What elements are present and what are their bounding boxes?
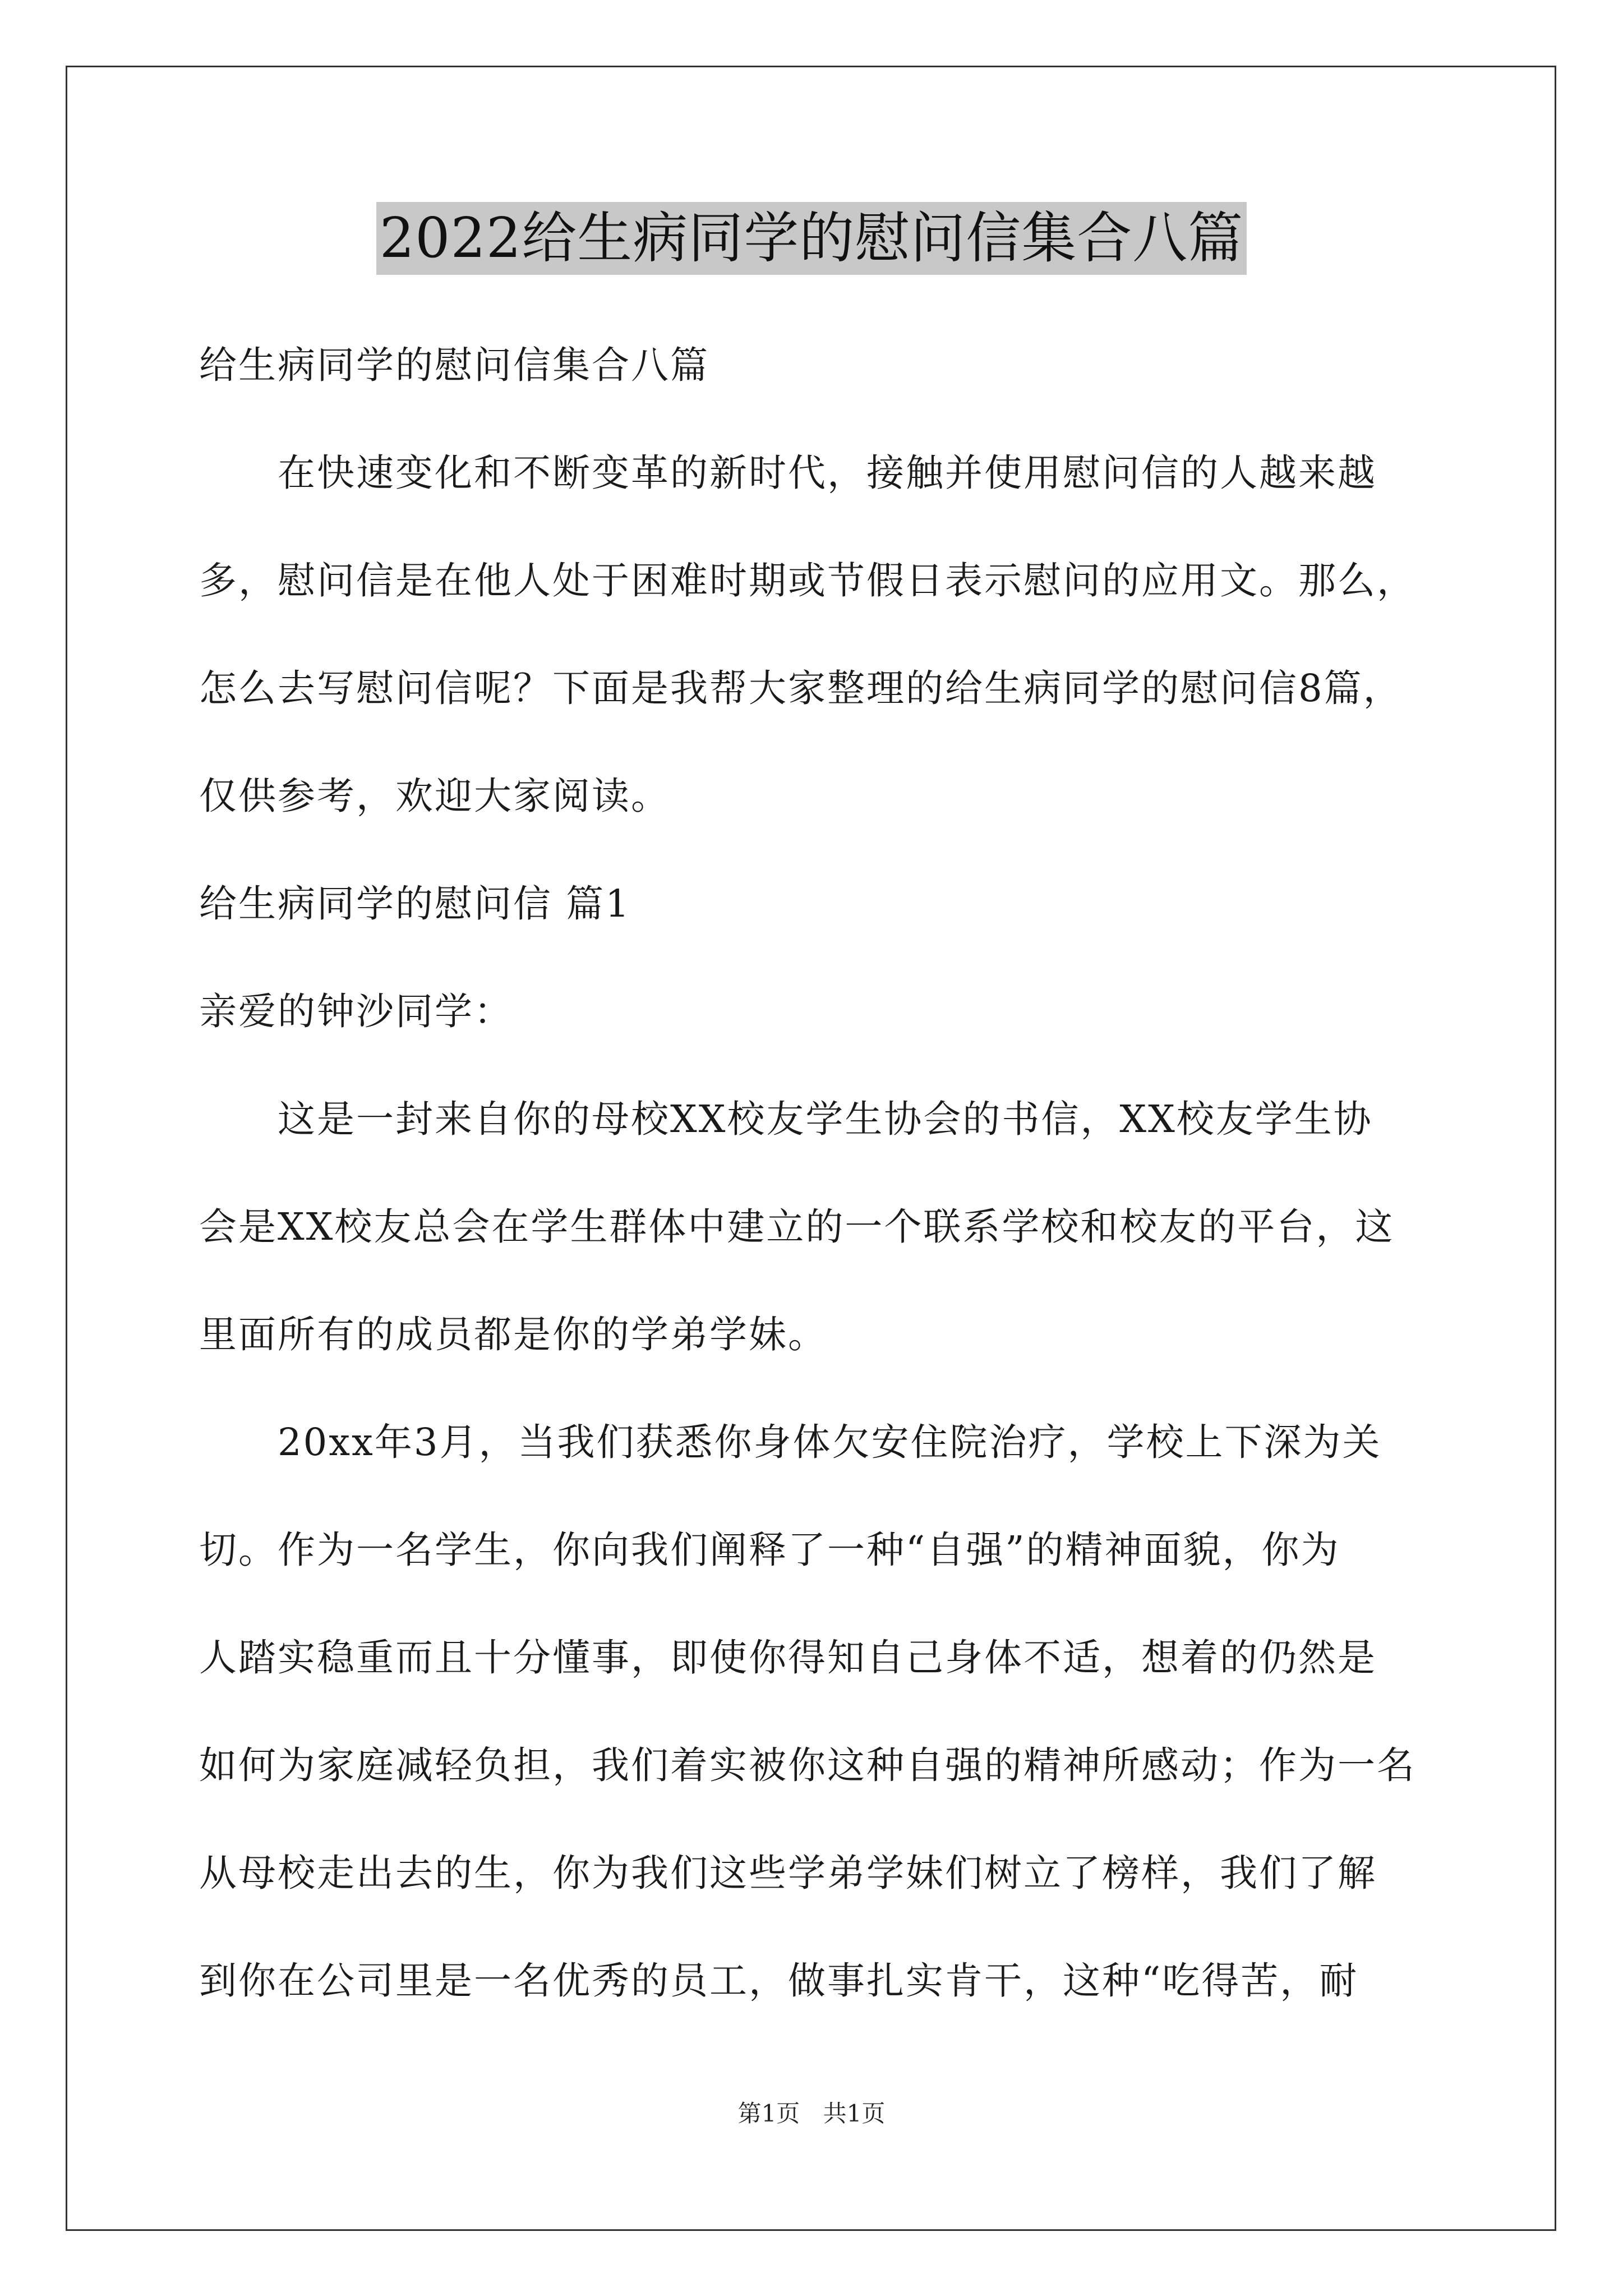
body-line: 这是一封来自你的母校XX校友学生协会的书信，XX校友学生协	[278, 1097, 1373, 1141]
body-line: 里面所有的成员都是你的学弟学妹。	[199, 1313, 827, 1356]
body-line: 仅供参考，欢迎大家阅读。	[199, 774, 670, 818]
body-line: 从母校走出去的生，你为我们这些学弟学妹们树立了榜样，我们了解	[199, 1851, 1377, 1895]
body-line: 到你在公司里是一名优秀的员工，做事扎实肯干，这种“吃得苦，耐	[199, 1959, 1359, 2003]
body-line: 会是XX校友总会在学生群体中建立的一个联系学校和校友的平台，这	[199, 1205, 1395, 1249]
body-line: 多，慰问信是在他人处于困难时期或节假日表示慰问的应用文。那么，	[199, 559, 1416, 602]
page-footer	[0, 2095, 1623, 2129]
document-title: 2022给生病同学的慰问信集合八篇	[376, 202, 1247, 275]
body-line: 切。作为一名学生，你向我们阐释了一种“自强”的精神面貌，你为	[199, 1528, 1340, 1572]
page-number: 第1页	[737, 2100, 800, 2127]
body-line: 在快速变化和不断变革的新时代，接触并使用慰问信的人越来越	[278, 451, 1377, 495]
document-body	[199, 311, 1438, 2035]
body-line: 人踏实稳重而且十分懂事，即使你得知自己身体不适，想着的仍然是	[199, 1636, 1377, 1680]
body-line: 亲爱的钟沙同学：	[199, 990, 513, 1033]
body-line: 给生病同学的慰问信 篇1	[199, 882, 631, 926]
body-line: 如何为家庭减轻负担，我们着实被你这种自强的精神所感动；作为一名	[199, 1743, 1416, 1787]
body-line: 怎么去写慰问信呢？下面是我帮大家整理的给生病同学的慰问信8篇，	[199, 666, 1403, 710]
page-total: 共1页	[823, 2100, 886, 2127]
body-line: 给生病同学的慰问信集合八篇	[199, 343, 709, 387]
title-container	[0, 202, 1623, 275]
body-line: 20xx年3月，当我们获悉你身体欠安住院治疗，学校上下深为关	[278, 1420, 1382, 1464]
